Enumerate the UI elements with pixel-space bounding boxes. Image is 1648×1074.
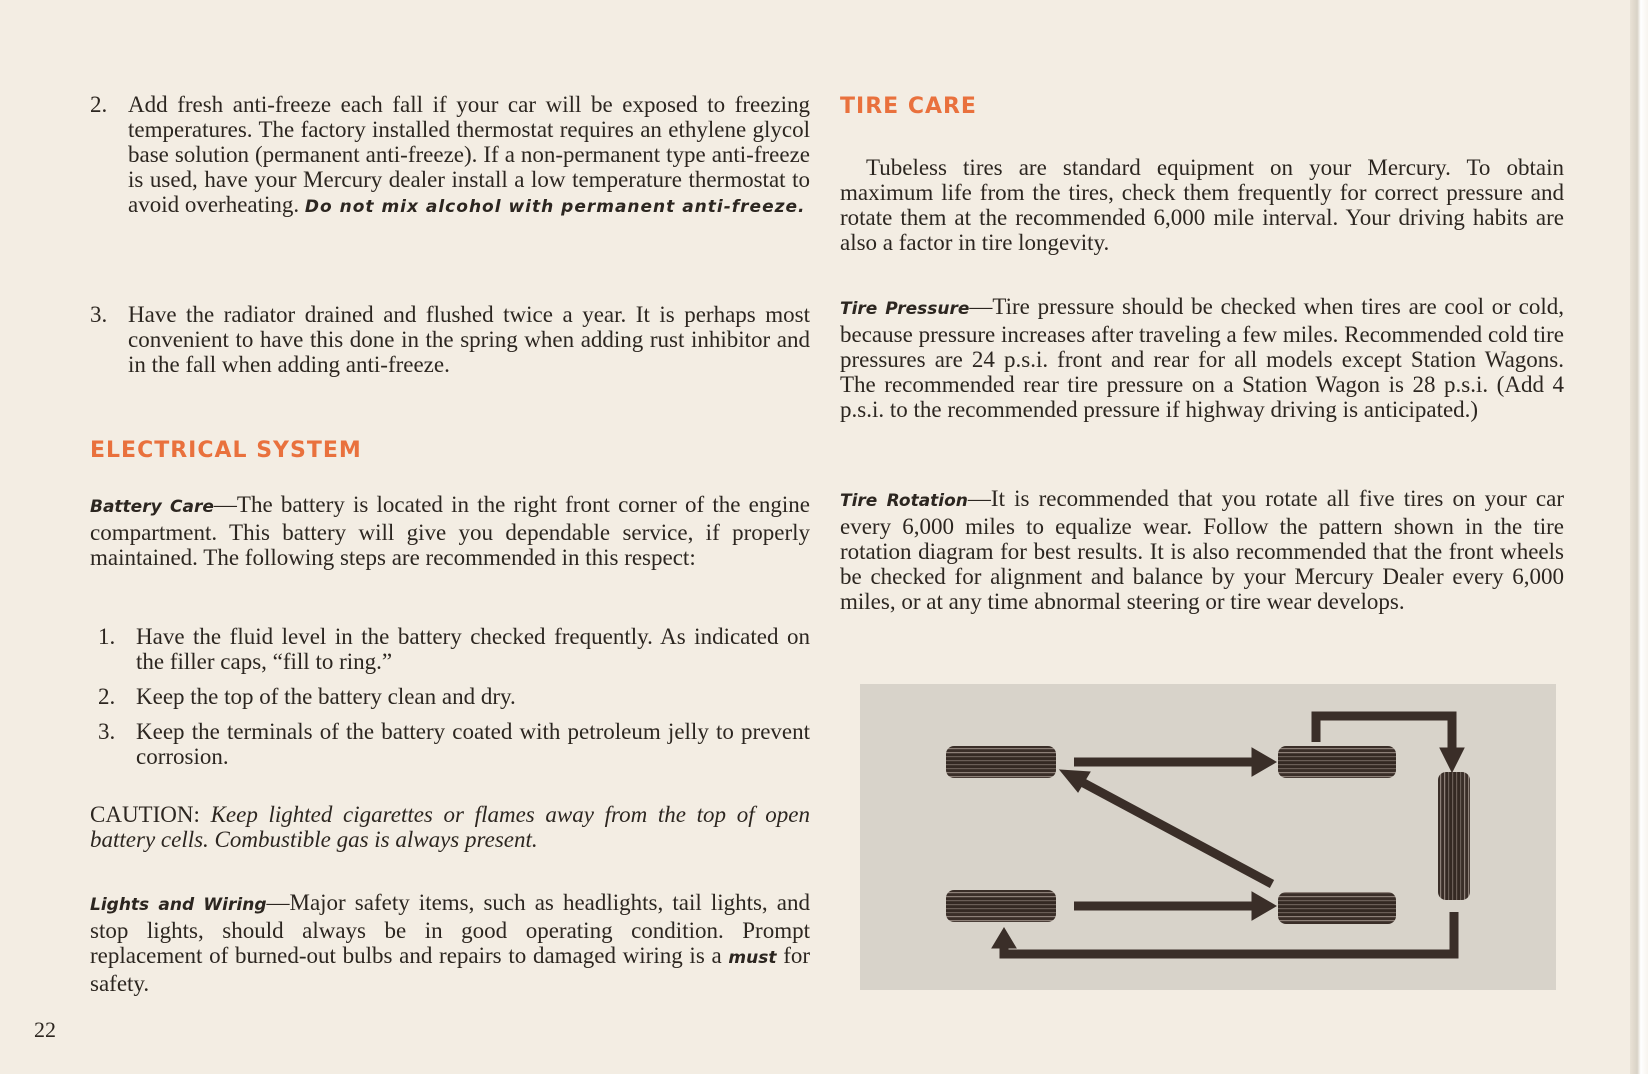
lights-wiring-text: —Major safety items, such as headlights, tail lights, and stop lights, should always be in good operating condition. Prompt replacement of burned-out bulbs and repairs to damaged wiring is a bbox=[90, 890, 810, 968]
tire-intro-paragraph bbox=[840, 155, 1564, 255]
item-text: Have the fluid level in the battery checked frequently. As indicated on the filler caps, “fill to ring.” bbox=[136, 624, 810, 674]
caution-paragraph bbox=[90, 802, 810, 852]
tire-intro-text: Tubeless tires are standard equipment on your Mercury. To obtain maximum life from the tires, check them frequently for correct pressure and rotate them at the recommended 6,000 mile interval. Your driving habits are also a factor in tire longevity. bbox=[840, 155, 1564, 255]
warning-emphasis: Do not mix alcohol with permanent anti-freeze. bbox=[304, 197, 806, 217]
tire-rotation-paragraph bbox=[840, 486, 1564, 614]
page-edge bbox=[1630, 0, 1648, 1074]
item-number: 2. bbox=[98, 684, 116, 709]
tire-spare bbox=[1438, 772, 1470, 900]
must-emphasis: must bbox=[728, 948, 777, 968]
battery-care-paragraph bbox=[90, 492, 810, 570]
item-number: 3. bbox=[98, 719, 116, 744]
radiator-item bbox=[90, 302, 810, 377]
caution-text: Keep lighted cigarettes or flames away from the top of open battery cells. Combustible gas is always present. bbox=[90, 802, 810, 852]
battery-care-run-in: Battery Care bbox=[90, 497, 214, 517]
battery-care-text: —The battery is located in the right front corner of the engine compartment. This battery will give you dependable service, if properly maintained. The following steps are recommended in this respect: bbox=[90, 492, 810, 570]
tire-pressure-text: —Tire pressure should be checked when tires are cool or cold, because pressure increases after traveling a few miles. Recommended cold tire pressures are 24 p.s.i. front and rear for all models except Station Wagons. The recommended rear tire pressure on a Station Wagon is 28 p.s.i. (Add 4 p.s.i. to the recommended pressure if highway driving is anticipated.) bbox=[840, 294, 1565, 422]
caution-label: CAUTION: bbox=[90, 802, 200, 827]
tire-rotation-svg bbox=[860, 684, 1556, 990]
tire-rotation-run-in: Tire Rotation bbox=[840, 491, 968, 511]
lights-wiring-run-in: Lights and Wiring bbox=[90, 895, 267, 915]
item-text: Keep the terminals of the battery coated with petroleum jelly to prevent corrosion. bbox=[136, 719, 810, 769]
tire-left-front bbox=[946, 746, 1056, 778]
tire-pressure-run-in: Tire Pressure bbox=[840, 299, 970, 319]
page-number: 22 bbox=[34, 1017, 56, 1042]
list-item bbox=[98, 624, 810, 674]
item-number: 1. bbox=[98, 624, 116, 649]
item-number: 3. bbox=[90, 302, 108, 327]
item-text: Have the radiator drained and flushed twice a year. It is perhaps most convenient to have this done in the spring when adding rust inhibitor and in the fall when adding anti-freeze. bbox=[128, 302, 810, 377]
lights-wiring-text-end: for safety. bbox=[90, 943, 811, 996]
electrical-system-heading: ELECTRICAL SYSTEM bbox=[90, 438, 362, 463]
item-number: 2. bbox=[90, 92, 108, 117]
antifreeze-item bbox=[90, 92, 810, 220]
item-text: Add fresh anti-freeze each fall if your car will be exposed to freezing temperatures. The factory installed thermostat requires an ethylene glycol base solution (permanent anti-freeze). If a non-permanent type anti-freeze is used, have your Mercury dealer install a low temperature thermostat to avoid overheating. bbox=[128, 92, 810, 217]
item-text: Keep the top of the battery clean and dry. bbox=[136, 684, 516, 709]
list-item bbox=[98, 719, 810, 769]
tire-rotation-text: —It is recommended that you rotate all five tires on your car every 6,000 miles to equalize wear. Follow the pattern shown in the tire rotation diagram for best results. It is also recommended that the front wheels be checked for alignment and balance by your Mercury Dealer every 6,000 miles, or at any time abnormal steering or tire wear develops. bbox=[840, 486, 1564, 614]
tire-right-rear bbox=[1278, 892, 1396, 924]
tire-left-rear bbox=[946, 890, 1056, 922]
list-item bbox=[98, 684, 810, 709]
tire-care-heading: TIRE CARE bbox=[840, 94, 977, 119]
battery-steps-list bbox=[98, 624, 810, 769]
tire-pressure-paragraph bbox=[840, 294, 1564, 422]
lights-wiring-paragraph bbox=[90, 890, 810, 996]
tire-right-front bbox=[1278, 746, 1396, 778]
tire-rotation-diagram bbox=[860, 684, 1556, 990]
